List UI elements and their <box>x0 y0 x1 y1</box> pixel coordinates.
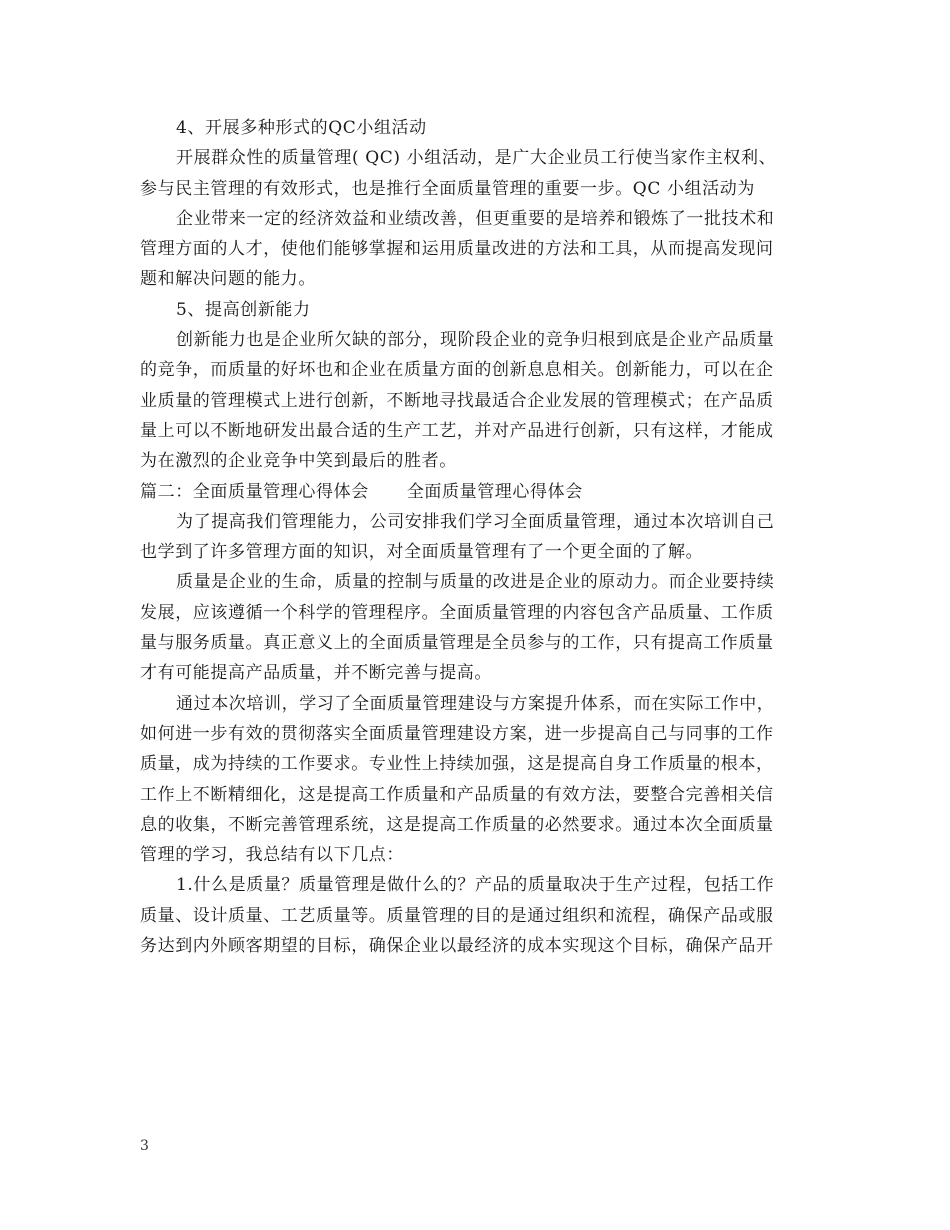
text-line: 为在激烈的企业竞争中笑到最后的胜者。 <box>140 451 457 472</box>
text-line: 才有可能提高产品质量，并不断完善与提高。 <box>140 663 492 684</box>
text-line: 如何进一步有效的贯彻落实全面质量管理建设方案，进一步提高自己与同事的工作 <box>140 723 774 744</box>
text-line: 质量、设计质量、工艺质量等。质量管理的目的是通过组织和流程，确保产品或服 <box>140 905 774 926</box>
page-number: 3 <box>140 1138 149 1154</box>
text-line: 量上可以不断地研发出最合适的生产工艺，并对产品进行创新，只有这样，才能成 <box>140 420 774 441</box>
text-line: 管理的学习，我总结有以下几点： <box>140 845 404 866</box>
section-heading <box>140 477 812 507</box>
text-line: 开展群众性的质量管理( QC) 小组活动，是广大企业员工行使当家作主权利、 <box>176 148 777 169</box>
text-line: 通过本次培训，学习了全面质量管理建设与方案提升体系，而在实际工作中， <box>176 693 775 714</box>
text-line: 创新能力也是企业所欠缺的部分，现阶段企业的竞争归根到底是企业产品质量 <box>176 330 775 351</box>
text-line: 质量，成为持续的工作要求。专业性上持续加强，这是提高自身工作质量的根本， <box>140 754 774 775</box>
text-line: 发展，应该遵循一个科学的管理程序。全面质量管理的内容包含产品质量、工作质 <box>140 602 774 623</box>
text-line: 工作上不断精细化，这是提高工作质量和产品质量的有效方法，要整合完善相关信 <box>140 784 774 805</box>
section-one-text <box>140 113 812 477</box>
document-body <box>140 113 812 961</box>
section-two-text <box>140 507 812 961</box>
text-line: 量与服务质量。真正意义上的全面质量管理是全员参与的工作，只有提高工作质量 <box>140 633 774 654</box>
text-line: 4、开展多种形式的QC小组活动 <box>176 118 427 138</box>
text-line: 5、提高创新能力 <box>176 299 311 320</box>
text-line: 也学到了许多管理方面的知识，对全面质量管理有了一个更全面的了解。 <box>140 542 704 563</box>
text-line: 的竞争，而质量的好坏也和企业在质量方面的创新息息相关。创新能力，可以在企 <box>140 360 774 381</box>
text-line: 参与民主管理的有效形式，也是推行全面质量管理的重要一步。QC 小组活动为 <box>140 178 755 199</box>
text-line: 1.什么是质量？质量管理是做什么的？产品的质量取决于生产过程，包括工作 <box>176 875 775 896</box>
text-line: 务达到内外顾客期望的目标，确保企业以最经济的成本实现这个目标，确保产品开 <box>140 936 774 957</box>
section-heading-part1: 篇二：全面质量管理心得体会 <box>140 481 369 502</box>
text-line: 质量是企业的生命，质量的控制与质量的改进是企业的原动力。而企业要持续 <box>176 572 775 593</box>
text-line: 业质量的管理模式上进行创新，不断地寻找最适合企业发展的管理模式；在产品质 <box>140 390 774 411</box>
text-line: 息的收集，不断完善管理系统，这是提高工作质量的必然要求。通过本次全面质量 <box>140 814 774 835</box>
section-heading-part2: 全面质量管理心得体会 <box>406 481 583 502</box>
text-line: 企业带来一定的经济效益和业绩改善，但更重要的是培养和锻炼了一批技术和 <box>176 208 775 229</box>
text-line: 管理方面的人才，使他们能够掌握和运用质量改进的方法和工具，从而提高发现问 <box>140 239 774 260</box>
text-line: 题和解决问题的能力。 <box>140 269 316 290</box>
text-line: 为了提高我们管理能力，公司安排我们学习全面质量管理，通过本次培训自己 <box>176 511 775 532</box>
